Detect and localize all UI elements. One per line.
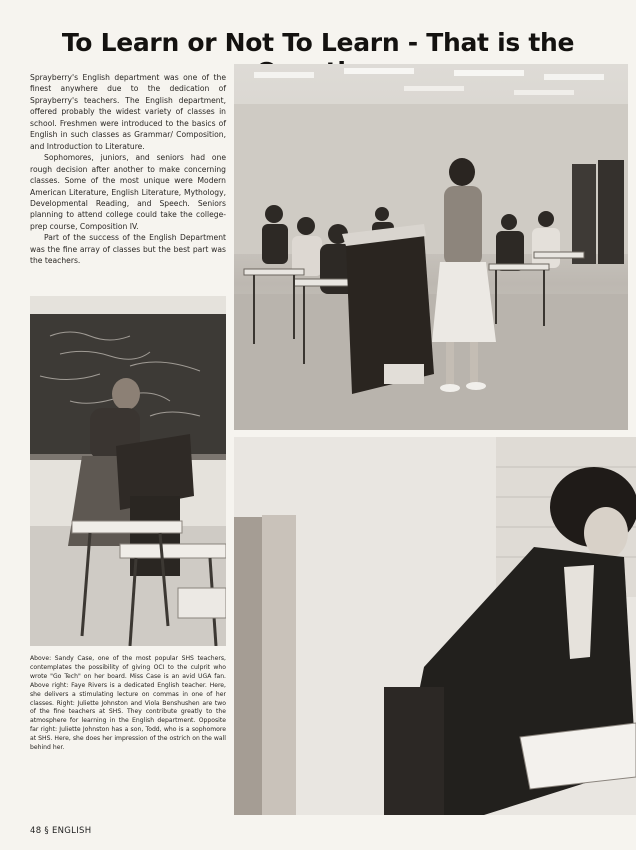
page-title: To Learn or Not To Learn - That is the	[61, 28, 575, 57]
paragraph-3: Part of the success of the English Department was the fine array of classes but the best part was the teachers.	[30, 233, 226, 266]
paragraph-2: Sophomores, juniors, and seniors had one rough decision after another to make concerning classes. Some of the most unique were Modern American Literature, English Literature, Mythology, Developmental Reading, and Speech. Seniors planning to attend college could take the college-prep course, Composition IV.	[30, 153, 226, 231]
article-body	[30, 72, 226, 267]
teacher-photo	[234, 437, 636, 815]
classroom-photo	[234, 64, 628, 430]
classroom-illustration	[234, 64, 628, 430]
paragraph-1: Sprayberry's English department was one of the finest anywhere due to the dedication of Sprayberry's teachers. The English department, offered probably the widest variety of classes in school. Freshmen were introduced to the basics of English in such classes as Grammar/ Composition, and Introduction to Literature.	[30, 73, 226, 151]
chalkboard-photo	[30, 296, 226, 646]
photo-caption: Above: Sandy Case, one of the most popular SHS teachers, contemplates the possibility of giving OCI to the culprit who wrote "Go Tech" on her board. Miss Case is an avid UGA fan. Above right: Faye Rivers is a dedicated English teacher. Here, she delivers a stimulating lecture on commas in one of her classes. Right: Juliette Johnston and Viola Benshushen are two of the fine teachers at SHS. They contribute greatly to the atmosphere for learning in the English department. Opposite far right: Juliette Johnston has a son, Todd, who is a sophomore at SHS. Here, she does her impression of the ostrich on the wall behind her.	[30, 655, 226, 752]
page-folio: 48 § ENGLISH	[30, 826, 92, 836]
chalkboard-illustration	[30, 296, 226, 646]
teacher-illustration	[234, 437, 636, 815]
